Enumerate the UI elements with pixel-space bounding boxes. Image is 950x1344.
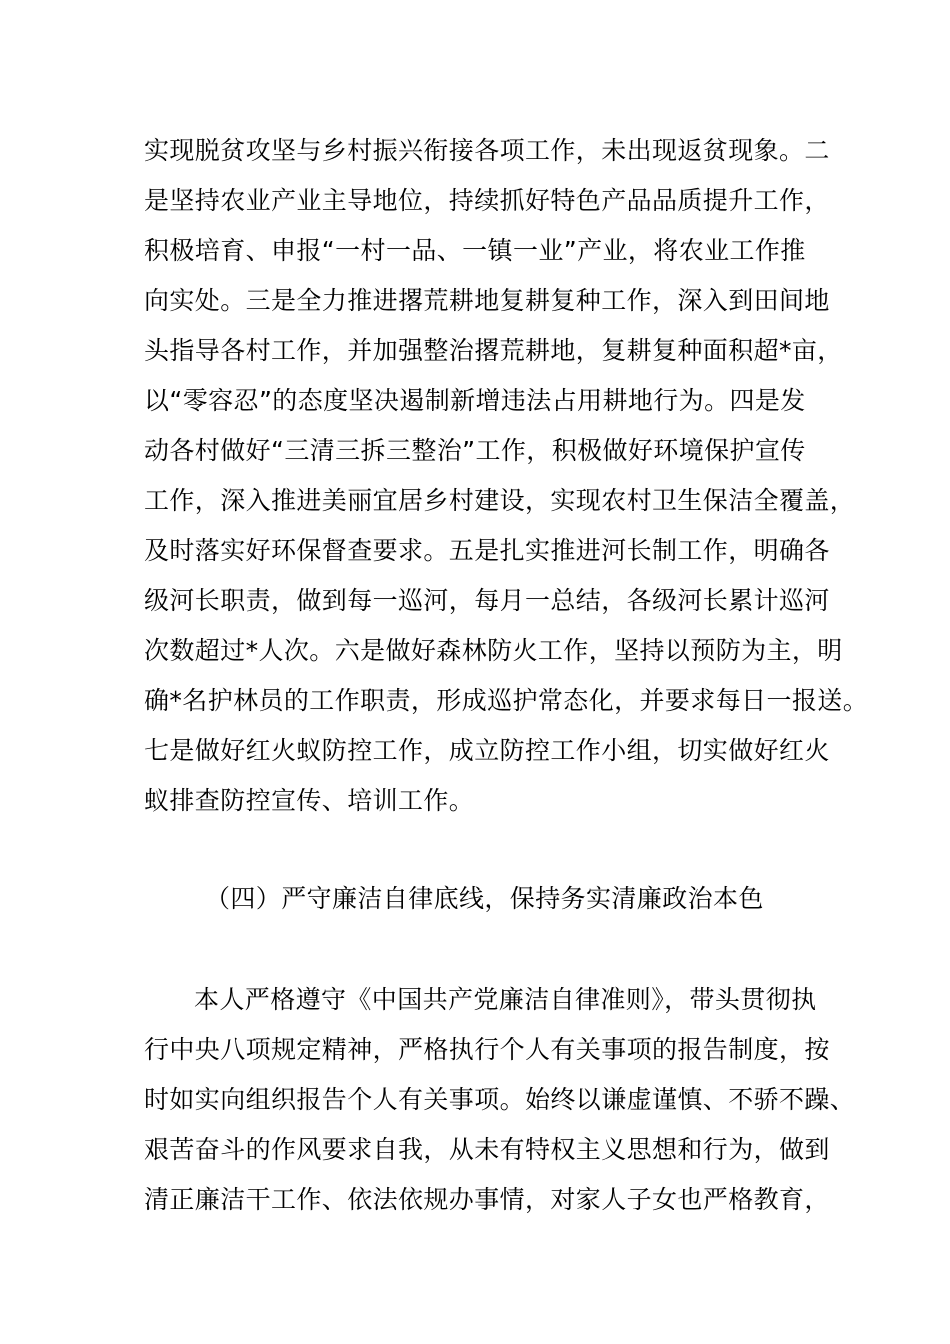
text-line: 七是做好红火蚁防控工作，成立防控工作小组，切实做好红火 bbox=[144, 736, 830, 765]
text-line: 动各村做好“三清三拆三整治”工作，积极做好环境保护宣传 bbox=[144, 436, 806, 465]
text-line: 积极培育、申报“一村一品、一镇一业”产业，将农业工作推 bbox=[144, 236, 806, 265]
text-line: 工作，深入推进美丽宜居乡村建设，实现农村卫生保洁全覆盖， bbox=[144, 486, 856, 515]
text-line: 行中央八项规定精神，严格执行个人有关事项的报告制度，按 bbox=[144, 1035, 830, 1064]
section-heading: （四）严守廉洁自律底线，保持务实清廉政治本色 bbox=[205, 884, 764, 913]
text-line: 本人严格遵守《中国共产党廉洁自律准则》，带头贯彻执 bbox=[194, 985, 817, 1014]
text-line: 向实处。三是全力推进撂荒耕地复耕复种工作，深入到田间地 bbox=[144, 286, 830, 315]
text-line: 艰苦奋斗的作风要求自我，从未有特权主义思想和行为，做到 bbox=[144, 1135, 830, 1164]
text-line: 以“零容忍”的态度坚决遏制新增违法占用耕地行为。四是发 bbox=[144, 386, 806, 415]
text-line: 级河长职责，做到每一巡河，每月一总结，各级河长累计巡河 bbox=[144, 586, 830, 615]
text-line: 是坚持农业产业主导地位，持续抓好特色产品品质提升工作， bbox=[144, 186, 830, 215]
text-line: 次数超过*人次。六是做好森林防火工作，坚持以预防为主，明 bbox=[144, 636, 843, 665]
text-line: 及时落实好环保督查要求。五是扎实推进河长制工作，明确各 bbox=[144, 536, 830, 565]
text-line: 清正廉洁干工作、依法依规办事情，对家人子女也严格教育， bbox=[144, 1185, 830, 1214]
text-line: 时如实向组织报告个人有关事项。始终以谦虚谨慎、不骄不躁、 bbox=[144, 1085, 856, 1114]
text-line: 实现脱贫攻坚与乡村振兴衔接各项工作，未出现返贫现象。二 bbox=[144, 136, 830, 165]
text-line: 蚁排查防控宣传、培训工作。 bbox=[144, 786, 475, 815]
text-line: 头指导各村工作，并加强整治撂荒耕地，复耕复种面积超*亩， bbox=[144, 336, 843, 365]
text-line: 确*名护林员的工作职责，形成巡护常态化，并要求每日一报送。 bbox=[144, 686, 869, 715]
